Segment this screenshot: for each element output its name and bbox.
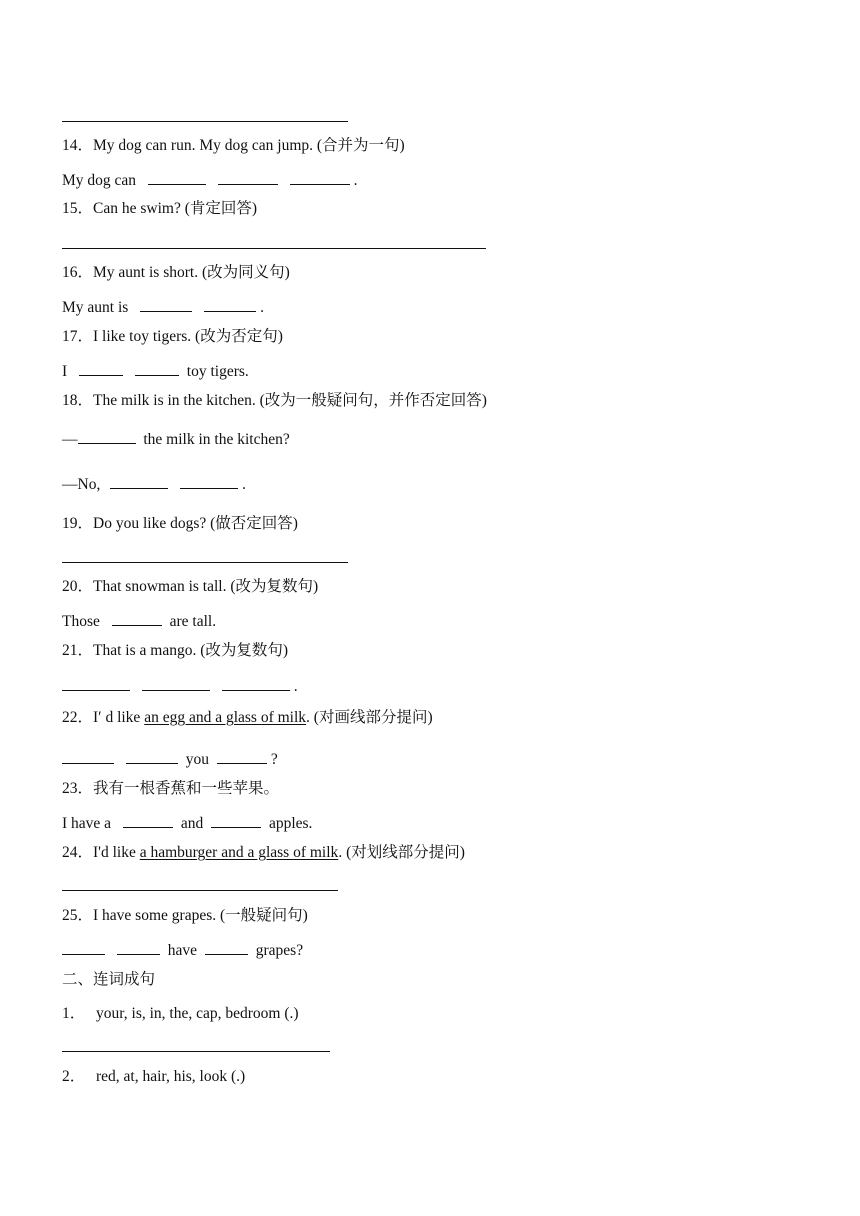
answer-suffix: toy tigers. <box>186 363 249 380</box>
section2-question-1 <box>62 1004 299 1024</box>
blank[interactable] <box>217 748 267 764</box>
blank[interactable] <box>205 939 248 955</box>
blank[interactable] <box>222 675 290 691</box>
blank[interactable] <box>135 360 179 376</box>
question-number: 22． <box>62 709 94 726</box>
answer-suffix: . <box>242 476 246 493</box>
question-number: 14． <box>62 137 94 154</box>
answer-line[interactable] <box>62 121 348 122</box>
blank[interactable] <box>142 675 210 691</box>
question-25 <box>62 906 308 926</box>
question-22 <box>62 708 433 728</box>
question-number: 25． <box>62 907 94 924</box>
section2-question-2 <box>62 1067 245 1087</box>
blank[interactable] <box>117 939 160 955</box>
underlined-text: an egg and a glass of milk <box>144 709 307 726</box>
question-number: 18． <box>62 392 94 409</box>
answer-25 <box>62 939 303 961</box>
blank[interactable] <box>62 939 105 955</box>
dash: —No, <box>62 476 101 493</box>
answer-suffix: ? <box>270 751 278 768</box>
blank[interactable] <box>79 360 123 376</box>
blank[interactable] <box>204 296 256 312</box>
question-14 <box>62 136 405 156</box>
answer-word: you <box>185 751 209 768</box>
blank[interactable] <box>126 748 178 764</box>
answer-18-question <box>62 428 290 450</box>
question-text: I like toy tigers. (改为否定句) <box>93 328 283 345</box>
answer-word: have <box>167 942 198 959</box>
blank[interactable] <box>148 169 206 185</box>
underlined-text: a hamburger and a glass of milk <box>139 844 339 861</box>
question-21 <box>62 641 288 661</box>
question-19 <box>62 514 298 534</box>
question-number: 17． <box>62 328 94 345</box>
question-text: I'd like <box>93 844 140 861</box>
answer-18-reply <box>62 473 246 495</box>
question-16 <box>62 263 290 283</box>
answer-17 <box>62 360 249 382</box>
answer-20 <box>62 610 216 632</box>
answer-line[interactable] <box>62 248 486 249</box>
answer-suffix: . <box>353 172 358 189</box>
answer-16 <box>62 296 264 318</box>
answer-prefix: I have a <box>62 815 112 832</box>
answer-suffix: . <box>260 299 264 316</box>
question-text: I′ d like <box>93 709 145 726</box>
blank[interactable] <box>180 473 238 489</box>
question-number: 15． <box>62 200 94 217</box>
answer-suffix: grapes? <box>255 942 304 959</box>
blank[interactable] <box>112 610 162 626</box>
question-text: I have some grapes. (一般疑问句) <box>93 907 308 924</box>
answer-23 <box>62 812 312 834</box>
answer-suffix: the milk in the kitchen? <box>143 431 290 448</box>
question-text: your, is, in, the, cap, bedroom (.) <box>96 1005 299 1022</box>
answer-21 <box>62 675 298 697</box>
dash: — <box>62 431 78 448</box>
blank[interactable] <box>218 169 278 185</box>
question-text: Can he swim? (肯定回答) <box>93 200 258 217</box>
question-text: red, at, hair, his, look (.) <box>96 1068 246 1085</box>
answer-line[interactable] <box>62 562 348 563</box>
answer-14 <box>62 169 358 191</box>
question-number: 19． <box>62 515 94 532</box>
question-number: 24． <box>62 844 94 861</box>
question-text: 我有一根香蕉和一些苹果。 <box>93 780 280 797</box>
question-text: Do you like dogs? (做否定回答) <box>93 515 298 532</box>
question-text: That is a mango. (改为复数句) <box>93 642 289 659</box>
answer-prefix: My dog can <box>62 172 137 189</box>
answer-22 <box>62 748 278 770</box>
question-18 <box>62 391 487 411</box>
question-number: 23． <box>62 780 94 797</box>
question-number: 21． <box>62 642 94 659</box>
question-text: That snowman is tall. (改为复数句) <box>93 578 319 595</box>
answer-prefix: My aunt is <box>62 299 129 316</box>
answer-suffix: are tall. <box>169 613 217 630</box>
question-instruction: . (对画线部分提问) <box>306 709 433 726</box>
question-instruction: . (对划线部分提问) <box>338 844 465 861</box>
question-number: 1． <box>62 1005 86 1022</box>
blank[interactable] <box>290 169 350 185</box>
answer-line[interactable] <box>62 890 338 891</box>
answer-word: and <box>180 815 204 832</box>
blank[interactable] <box>62 748 114 764</box>
question-text: My dog can run. My dog can jump. (合并为一句) <box>93 137 405 154</box>
answer-suffix: . <box>293 678 298 695</box>
blank[interactable] <box>211 812 261 828</box>
question-number: 2． <box>62 1068 86 1085</box>
question-number: 20． <box>62 578 94 595</box>
question-24 <box>62 843 465 863</box>
question-23 <box>62 779 279 799</box>
answer-prefix: Those <box>62 613 100 630</box>
question-text: My aunt is short. (改为同义句) <box>93 264 290 281</box>
blank[interactable] <box>140 296 192 312</box>
answer-prefix: I <box>62 363 68 380</box>
question-20 <box>62 577 318 597</box>
section-title: 二、连词成句 <box>62 971 156 988</box>
blank[interactable] <box>78 428 136 444</box>
answer-line[interactable] <box>62 1051 330 1052</box>
blank[interactable] <box>62 675 130 691</box>
answer-suffix: apples. <box>268 815 313 832</box>
question-text: The milk is in the kitchen. (改为一般疑问句，并作否定回答) <box>93 392 487 409</box>
blank[interactable] <box>110 473 168 489</box>
blank[interactable] <box>123 812 173 828</box>
question-15 <box>62 199 257 219</box>
question-number: 16． <box>62 264 94 281</box>
question-17 <box>62 327 283 347</box>
